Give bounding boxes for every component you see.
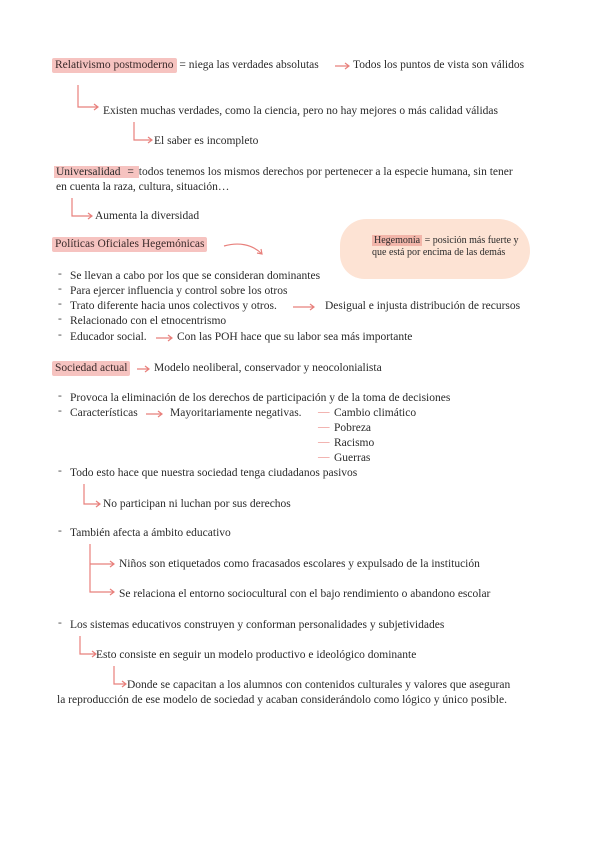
hegemonia-note: [372, 235, 522, 259]
term-hegemonia: Hegemonía: [374, 235, 421, 246]
dash-icon: -: [58, 268, 62, 280]
dash-icon: -: [58, 525, 62, 537]
sociedad-item2: Características: [70, 407, 138, 419]
hook-arrow-icon: [78, 482, 104, 512]
dash-icon: —: [318, 406, 330, 418]
sociedad-item4: También afecta a ámbito educativo: [70, 527, 231, 539]
right-arrow-icon: [155, 334, 175, 342]
relativismo-definition: = niega las verdades absolutas: [176, 59, 319, 71]
dash-icon: -: [58, 329, 62, 341]
sociedad-item5-sub2-line2: la reproducción de ese modelo de sociedad y acaban considerándolo como lógico y único posible.: [57, 694, 507, 706]
dash-icon: -: [58, 617, 62, 629]
poh-item: Para ejercer influencia y control sobre los otros: [70, 285, 288, 297]
sociedad-item5-sub: Esto consiste en seguir un modelo productivo e ideológico dominante: [96, 649, 417, 661]
dash-icon: —: [318, 451, 330, 463]
sociedad-item3: Todo esto hace que nuestra sociedad tenga ciudadanos pasivos: [70, 467, 358, 479]
dash-icon: -: [58, 313, 62, 325]
poh-item: Relacionado con el etnocentrismo: [70, 315, 227, 327]
sociedad-item5: Los sistemas educativos construyen y conforman personalidades y subjetividades: [70, 619, 445, 631]
dash-icon: -: [58, 298, 62, 310]
hook-arrow-icon: [84, 542, 120, 604]
hook-arrow-icon: [128, 120, 156, 146]
sociedad-item4-sub2: Se relaciona el entorno sociocultural con el bajo rendimiento o abandono escolar: [119, 588, 491, 600]
poh-item5-result: Con las POH hace que su labor sea más importante: [177, 331, 413, 343]
sociedad-item4-sub1: Niños son etiquetados como fracasados escolares y expulsado de la institución: [119, 558, 480, 570]
characteristic-item: Cambio climático: [334, 407, 417, 419]
hook-arrow-icon: [72, 83, 102, 113]
term-universalidad: Universalidad: [56, 166, 121, 178]
universalidad-definition-1: todos tenemos los mismos derechos por pertenecer a la especie humana, sin tener: [138, 166, 513, 178]
characteristic-item: Guerras: [334, 452, 371, 464]
sociedad-result: Modelo neoliberal, conservador y neocolonialista: [154, 362, 382, 374]
hegemonia-definition: = posición más fuerte y que está por encima de las demás: [372, 235, 519, 258]
right-arrow-icon: [292, 303, 318, 311]
term-politicas-hegemonicas: Políticas Oficiales Hegemónicas: [52, 237, 207, 252]
poh-item: Educador social.: [70, 331, 147, 343]
right-arrow-icon: [145, 410, 165, 418]
poh-item: Trato diferente hacia unos colectivos y otros.: [70, 300, 277, 312]
characteristic-item: Pobreza: [334, 422, 372, 434]
dash-icon: —: [318, 436, 330, 448]
dash-icon: -: [58, 465, 62, 477]
section-sociedad-line: [52, 361, 130, 375]
dash-icon: -: [58, 405, 62, 417]
relativismo-result: Todos los puntos de vista son válidos: [353, 59, 525, 71]
relativismo-sub2: El saber es incompleto: [154, 135, 259, 147]
section-poh-heading: [52, 237, 207, 251]
right-arrow-icon: [136, 365, 152, 373]
sociedad-item5-sub2-line1: Donde se capacitan a los alumnos con contenidos culturales y valores que aseguran: [127, 679, 511, 691]
poh-item: Se llevan a cabo por los que se consideran dominantes: [70, 270, 321, 282]
universalidad-equals: =: [124, 166, 137, 178]
sociedad-item3-sub: No participan ni luchan por sus derechos: [103, 498, 291, 510]
term-relativismo: Relativismo postmoderno: [52, 58, 177, 73]
term-sociedad-actual: Sociedad actual: [52, 361, 130, 376]
characteristic-item: Racismo: [334, 437, 375, 449]
universalidad-sub: Aumenta la diversidad: [95, 210, 200, 222]
right-arrow-icon: [334, 62, 352, 70]
dash-icon: -: [58, 390, 62, 402]
relativismo-sub1: Existen muchas verdades, como la ciencia, pero no hay mejores o más calidad válidas: [103, 105, 499, 117]
dash-icon: —: [318, 421, 330, 433]
sociedad-item1: Provoca la eliminación de los derechos de participación y de la toma de decisiones: [70, 392, 451, 404]
section-universalidad-line1: [54, 165, 513, 179]
curved-arrow-icon: [222, 240, 266, 262]
sociedad-item2-result: Mayoritariamente negativas.: [170, 407, 302, 419]
dash-icon: -: [58, 283, 62, 295]
section-relativismo-line: [52, 58, 319, 72]
poh-item3-result: Desigual e injusta distribución de recursos: [325, 300, 521, 312]
hook-arrow-icon: [66, 196, 96, 224]
universalidad-definition-2: en cuenta la raza, cultura, situación…: [56, 181, 230, 193]
